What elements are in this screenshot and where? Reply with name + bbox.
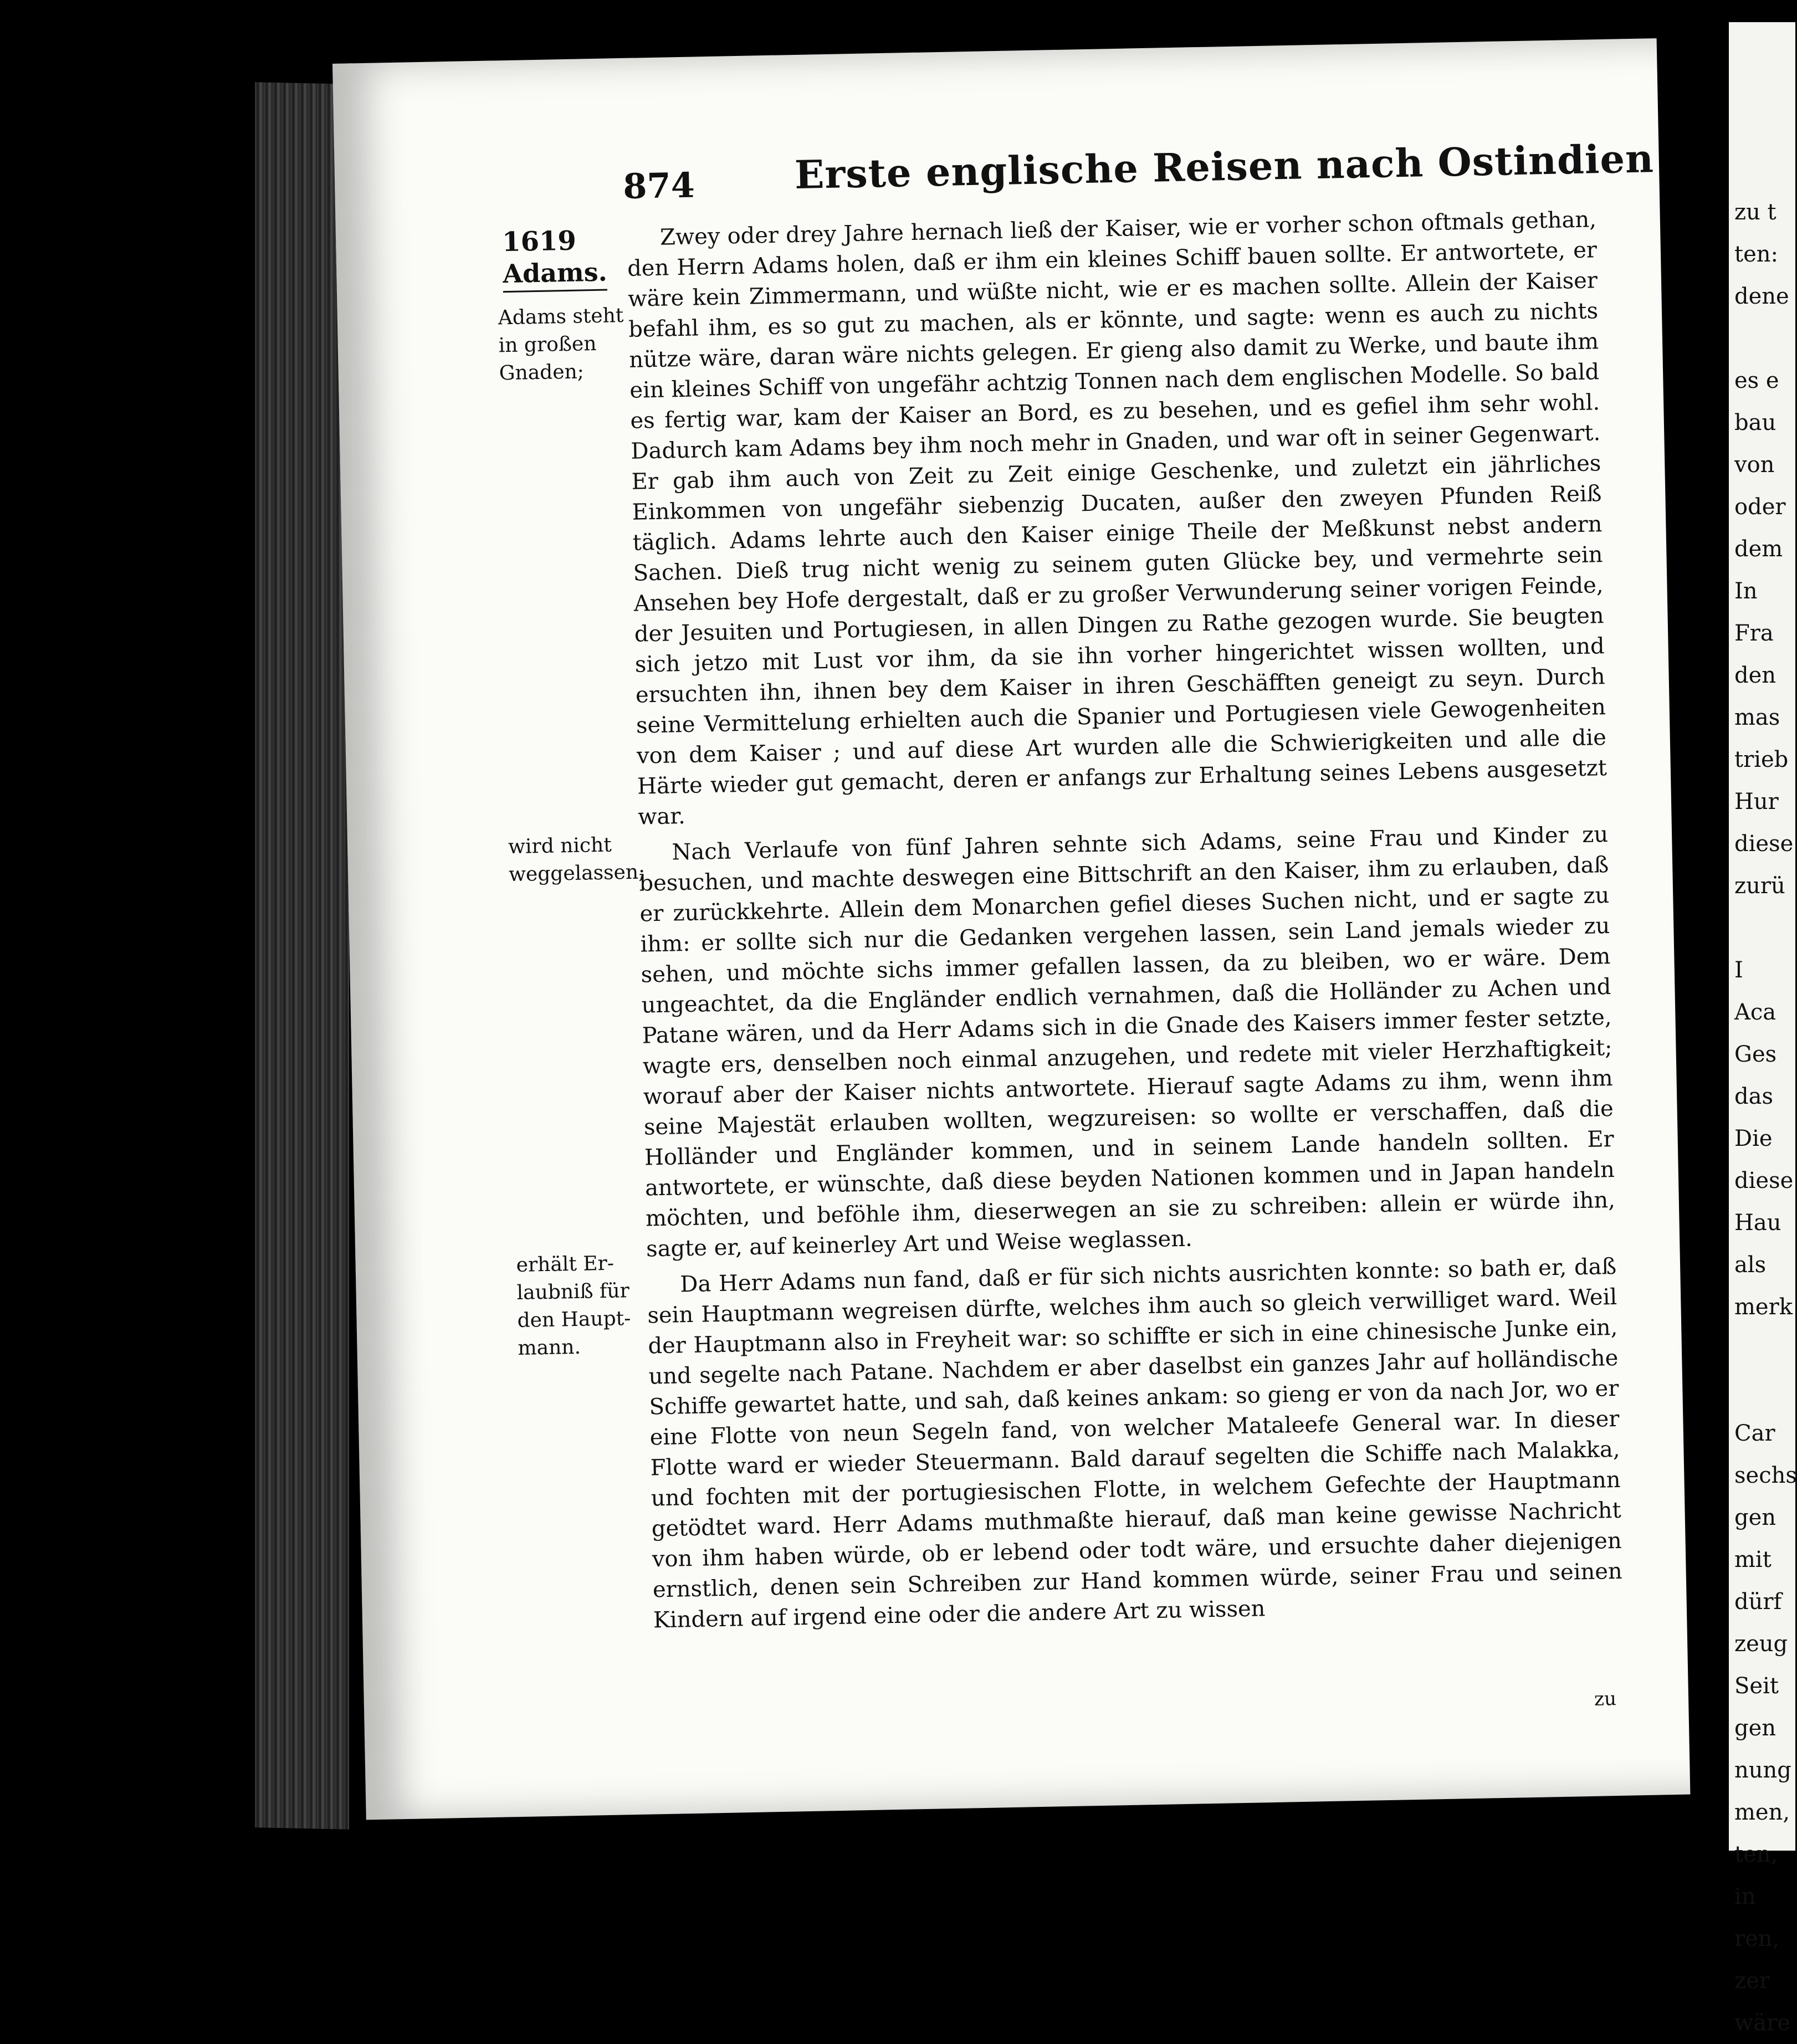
- margin-year: 1619: [501, 225, 577, 258]
- margin-name: Adams.: [503, 257, 607, 293]
- body-text: [627, 204, 1624, 1636]
- page-number: 874: [622, 165, 695, 207]
- sidenote-captain-permission: erhält Er- laubniß für den Haupt- mann.: [516, 1252, 631, 1360]
- catchword: zu: [1594, 1688, 1617, 1710]
- page-content: [332, 38, 1690, 1820]
- paragraph: Nach Verlaufe von fünf Jahren sehnte sich Adams, seine Frau und Kinder zu besuchen, und machte deswegen eine Bittschrift an den Kaiser, ihm zu erlauben, daß er zurückkehrte. Allein dem Monarchen gefiel dieses Suchen nicht, und er sagte zu ihm: er sollte sich nur die Gedanken vergehen lassen, sein Land jemals wieder zu sehen, und möchte sichs immer gefallen lassen, da zu bleiben, wo er wäre. Dem ungeachtet, da die Engländer endlich vernahmen, daß die Holländer zu Achen und Patane wären, und da Herr Adams sich in die Gnade des Kaisers immer fester setzte, wagte ers, denselben noch einmal anzugehen, und redete mit vieler Herzhaftigkeit; worauf aber der Kaiser nichts antwortete. Hierauf sagte Adams zu ihm, wenn ihm seine Majestät erlauben wollten, wegzureisen: so wollte er verschaffen, daß die Holländer und Engländer kommen, und in seinem Lande handeln sollten. Er antwortete, er wünschte, daß diese beyden Nationen kommen und in Japan handeln möchten, und beföhle ihm, dieserwegen an sie zu schreiben: allein er würde ihn, sagte er, auf keinerley Art und Weise weglassen.: [639, 822, 1616, 1262]
- facing-page-fragments: zu t ten: dene es e bau von oder dem In Fra den mas trieb Hur diese zurü I Aca Ges das Die diese Hau als merk Car sechs gen mit dürf zeug Seit gen nung men, ten, in ren, zer wäre: [1734, 199, 1797, 2036]
- left-page: [332, 38, 1690, 1820]
- running-head: Erste englische Reisen nach Ostindien: [794, 135, 1655, 198]
- paragraph: Zwey oder drey Jahre hernach ließ der Kaiser, wie er vorher schon oftmals gethan, den Herrn Adams holen, daß er ihm ein kleines Schiff bauen sollte. Er antwortete, er wäre kein Zimmermann, und wüßte nicht, wie er es machen sollte. Allein der Kaiser befahl ihm, es so gut zu machen, als er könnte, und sagte: wenn es auch zu nichts nütze wäre, daran wäre nichts gelegen. Er gieng also damit zu Werke, und baute ihm ein kleines Schiff von ungefähr achtzig Tonnen nach dem englischen Modelle. So bald es fertig war, kam der Kaiser an Bord, es zu besehen, und es gefiel ihm sehr wohl. Dadurch kam Adams bey ihm noch mehr in Gnaden, und war oft in seiner Gegenwart. Er gab ihm auch von Zeit zu Zeit einige Geschenke, und zuletzt ein jährliches Einkommen von ungefähr siebenzig Ducaten, außer den zweyen Pfunden Reiß täglich. Adams lehrte auch den Kaiser einige Theile der Meßkunst nebst andern Sachen. Dieß trug nicht wenig zu seinem guten Glücke bey, und vermehrte sein Ansehen bey Hofe dergestalt, daß er zu großer Verwunderung seiner vorigen Feinde, der Jesuiten und Portugiesen, in allen Dingen zu Rathe gezogen wurde. Sie beugten sich jetzo mit Lust vor ihm, da sie ihn vorher hingerichtet wissen wollten, und ersuchten ihn, ihnen bey dem Kaiser in ihren Geschäfften geneigt zu seyn. Durch seine Vermittelung erhielten auch die Spanier und Portugiesen viele Gewogenheiten von dem Kaiser ; und auf diese Art wurden alle die Schwierigkeiten und alle die Härte wieder gut gemacht, deren er anfangs zur Erhaltung seines Lebens ausgesetzt war.: [627, 207, 1607, 830]
- sidenote-adams-in-favour: Adams steht in großen Gnaden;: [498, 304, 624, 385]
- sidenote-not-released: wird nicht weggelassen;: [508, 833, 646, 887]
- page-edges: [255, 82, 349, 1830]
- paragraph: Da Herr Adams nun fand, daß er für sich nichts ausrichten konnte: so bath er, daß sein Hauptmann wegreisen dürfte, welches ihm auch so gleich verwilliget ward. Weil der Hauptmann also in Freyheit war: so schiffte er sich in eine chinesische Junke ein, und segelte nach Patane. Nachdem er aber daselbst ein ganzes Jahr auf holländische Schiffe gewartet hatte, und sah, daß keines ankam: so gieng er von da nach Jor, wo er eine Flotte von neun Segeln fand, von welcher Mataleefe General war. In dieser Flotte ward er wieder Steuermann. Bald darauf segelten die Schiffe nach Malakka, und fochten mit der portugiesischen Flotte, in welchem Gefechte der Hauptmann getödtet ward. Herr Adams muthmaßte hierauf, daß man keine gewisse Nachricht von ihm haben würde, ob er lebend oder todt wäre, und ersuchte daher diejenigen ernstlich, denen sein Schreiben zur Hand kommen würde, seiner Frau und seinen Kindern auf irgend eine oder die andere Art zu wissen: [647, 1253, 1623, 1633]
